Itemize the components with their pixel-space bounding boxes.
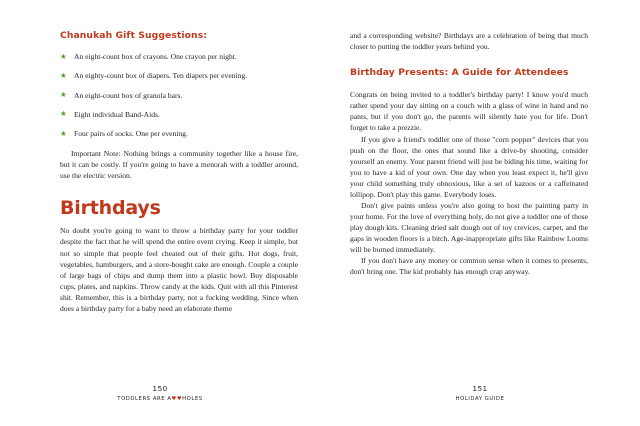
list-item-text: An eighty-count box of diapers. Ten diapers per evening. xyxy=(74,71,248,81)
star-icon: ★ xyxy=(60,90,67,100)
right-page xyxy=(320,0,640,426)
list-item xyxy=(60,52,298,62)
gift-suggestions-heading: Chanukah Gift Suggestions: xyxy=(60,30,208,41)
list-item-text: An eight-count box of crayons. One crayon per night. xyxy=(74,52,237,62)
star-icon: ★ xyxy=(60,51,67,61)
running-head-prefix: TODDLERS ARE A xyxy=(117,396,172,402)
running-head-suffix: HOLES xyxy=(182,396,203,402)
chapter-body-paragraph: No doubt you're going to want to throw a birthday party for your toddler despite the fact that he will spend the entire event crying. Keep it simple, but not so simple that people feel cheated out of their gifts. Hot dogs, fruit, vegetables, hamburgers, and a store-bought cake are enough. Couple a couple of large bags of chips and dump them into a plastic bowl. Buy disposable cups, plates, and napkins. Throw candy at the kids. Quit with all this Pinterest shit. Remember, this is a birthday party, not a fucking wedding. Since when does a birthday party for a baby need an elaborate theme xyxy=(60,226,298,313)
continuation-paragraph: and a corresponding website? Birthdays are a celebration of being that much closer to putting the toddler years behind you. xyxy=(350,31,588,52)
chapter-title: Birthdays xyxy=(60,196,161,219)
left-page-footer xyxy=(0,384,320,402)
left-column xyxy=(60,30,298,314)
heart-icon: ♥♥ xyxy=(171,396,183,402)
running-head xyxy=(0,396,320,402)
star-icon: ★ xyxy=(60,109,67,119)
list-item-text: An eight-count box of granola bars. xyxy=(74,90,183,100)
list-item xyxy=(60,110,298,120)
list-item xyxy=(60,71,298,81)
star-icon: ★ xyxy=(60,128,67,138)
running-head: HOLIDAY GUIDE xyxy=(455,396,505,402)
star-icon: ★ xyxy=(60,70,67,80)
page-number: 151 xyxy=(472,384,488,393)
body-paragraph: Don't give paints unless you're also going to host the painting party in your home. For the love of everything holy, do not give a toddler one of those play dough kits. Cleaning dried salt dough out of toy crevices, carpet, and the gaps in wooden floors is a bitch. Age-inappropriate gifts like Rainbow Looms will be burned immediately. xyxy=(350,200,588,255)
list-item-text: Eight individual Band-Aids. xyxy=(74,109,160,119)
list-item xyxy=(60,91,298,101)
right-page-footer xyxy=(320,384,640,402)
list-item-text: Four pairs of socks. One per evening. xyxy=(74,129,188,139)
important-note-paragraph: Important Note: Nothing brings a community together like a house fire, but it can be costly. If you're going to have a menorah with a toddler around, use the electric version. xyxy=(60,149,298,181)
page-number: 150 xyxy=(152,384,168,393)
gift-suggestions-list xyxy=(60,52,298,139)
body-paragraph: If you don't have any money or common sense when it comes to presents, don't bring one. The kid probably has enough crap anyway. xyxy=(350,256,588,277)
right-column xyxy=(350,30,588,278)
body-paragraph: Congrats on being invited to a toddler's birthday party! I know you'd much rather spend your day sitting on a couch with a glass of wine in hand and no pants, but if you don't go, the parents will silently hate you for life. Don't forget to take a prezzie. xyxy=(350,90,588,133)
body-paragraph: If you give a friend's toddler one of those "corn popper" devices that you push on the floor, the ones that sound like a drive-by shooting, consider yourself an enemy. Your parent friend will just be biding his time, waiting for you to have a kid of your own. One day when you least expect it, he'll give your child something truly obnoxious, like a set of kazoos or a caffeinated lollipop. Don't play this game. Everybody loses. xyxy=(350,134,588,199)
birthday-presents-heading: Birthday Presents: A Guide for Attendees xyxy=(350,67,569,79)
list-item xyxy=(60,129,298,139)
